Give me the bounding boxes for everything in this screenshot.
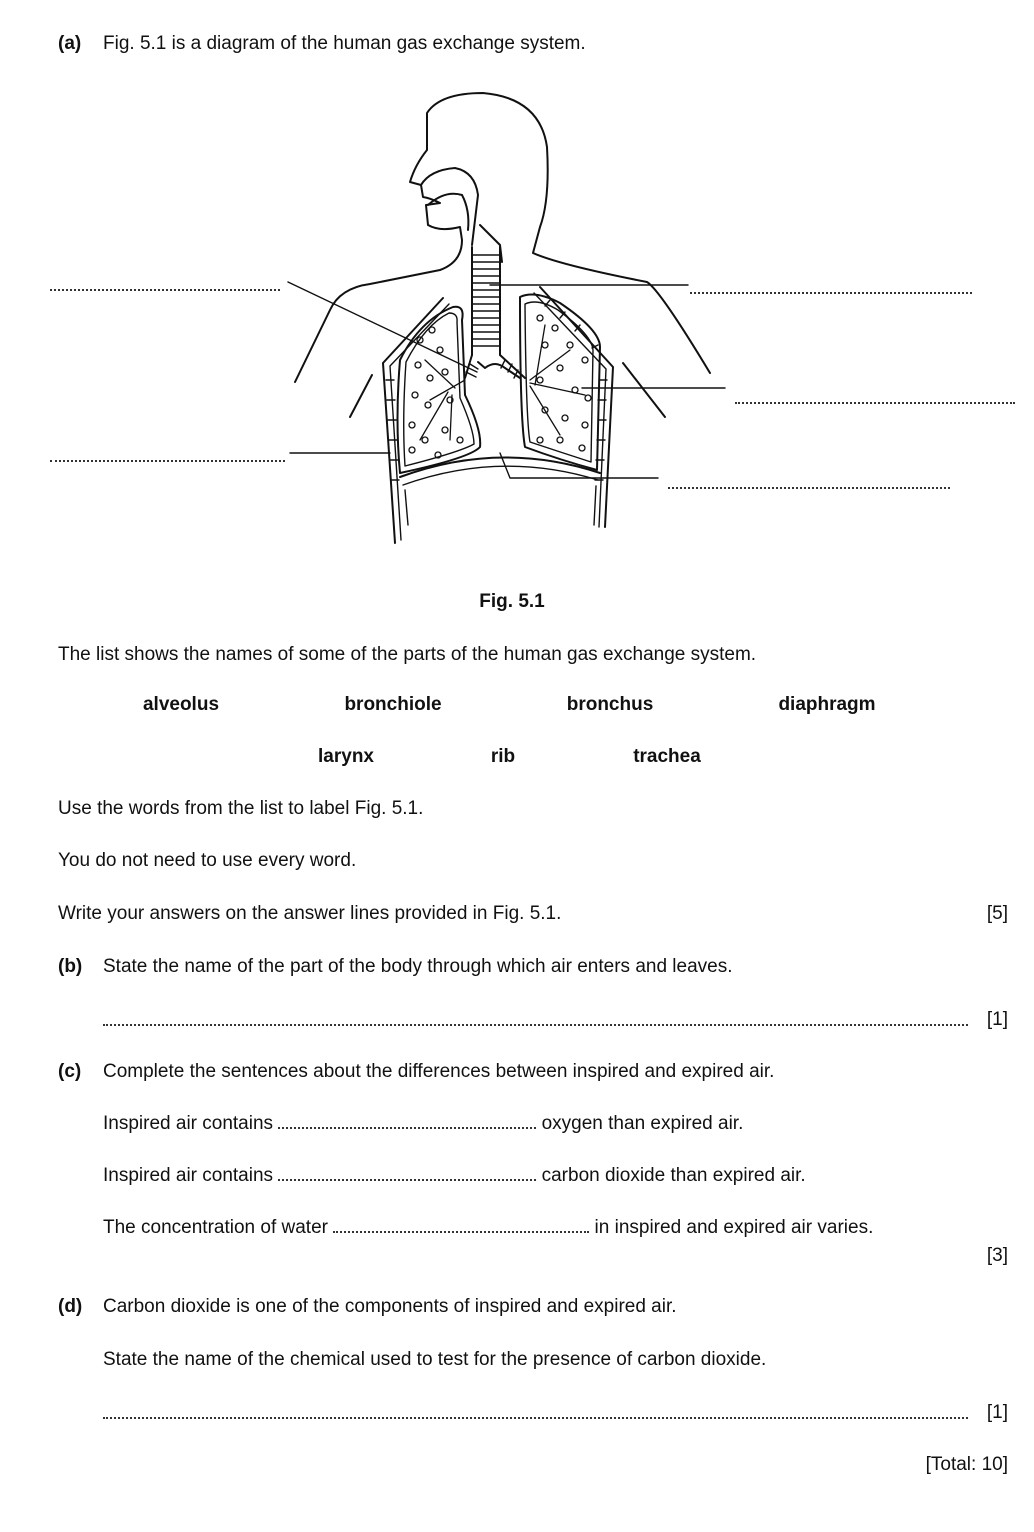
part-b-answer-line[interactable] <box>103 1024 968 1026</box>
word-larynx: larynx <box>318 746 374 767</box>
word-trachea: trachea <box>633 746 701 767</box>
part-c-marks: [3] <box>986 1245 1008 1266</box>
list-intro: The list shows the names of some of the parts of the human gas exchange system. <box>58 644 757 665</box>
word-alveolus: alveolus <box>142 694 220 715</box>
part-d-answer-line[interactable] <box>103 1417 968 1419</box>
sentence-2-blank[interactable] <box>278 1165 536 1181</box>
part-b-question: State the name of the part of the body through which air enters and leaves. <box>103 956 733 977</box>
part-a-marks: [5] <box>986 903 1008 924</box>
sentence-2-start: Inspired air contains <box>103 1165 274 1186</box>
instruction-2: You do not need to use every word. <box>58 850 357 871</box>
sentence-3 <box>103 1217 873 1239</box>
answer-line-label-1[interactable] <box>50 289 280 291</box>
word-diaphragm: diaphragm <box>778 694 876 715</box>
part-c-question: Complete the sentences about the differences between inspired and expired air. <box>103 1061 775 1082</box>
figure-caption: Fig. 5.1 <box>479 591 545 612</box>
sentence-2 <box>103 1165 806 1187</box>
part-a-intro: Fig. 5.1 is a diagram of the human gas exchange system. <box>103 33 586 54</box>
instruction-1: Use the words from the list to label Fig. 5.1. <box>58 798 424 819</box>
sentence-1-start: Inspired air contains <box>103 1113 274 1134</box>
answer-line-label-3[interactable] <box>735 402 1015 404</box>
answer-line-label-2[interactable] <box>690 292 972 294</box>
sentence-3-end: in inspired and expired air varies. <box>594 1217 874 1238</box>
label-pointer-lines <box>288 282 725 478</box>
part-d-marks: [1] <box>986 1402 1008 1423</box>
part-d-question: State the name of the chemical used to test for the presence of carbon dioxide. <box>103 1349 767 1370</box>
part-b-label: (b) <box>58 956 83 977</box>
answer-line-label-5[interactable] <box>668 487 950 489</box>
gas-exchange-diagram <box>0 0 1034 560</box>
sentence-1-blank[interactable] <box>278 1113 536 1129</box>
instruction-3: Write your answers on the answer lines provided in Fig. 5.1. <box>58 903 562 924</box>
diaphragm <box>400 457 600 525</box>
part-a-label: (a) <box>58 33 82 54</box>
word-rib: rib <box>490 746 516 767</box>
sentence-3-blank[interactable] <box>333 1217 589 1233</box>
answer-line-label-4[interactable] <box>50 460 285 462</box>
sentence-2-end: carbon dioxide than expired air. <box>541 1165 806 1186</box>
sentence-3-start: The concentration of water <box>103 1217 328 1238</box>
body-outline <box>295 93 710 382</box>
sentence-1 <box>103 1113 743 1135</box>
part-b-marks: [1] <box>986 1009 1008 1030</box>
word-bronchiole: bronchiole <box>344 694 442 715</box>
sentence-1-end: oxygen than expired air. <box>541 1113 744 1134</box>
trachea <box>465 247 525 378</box>
part-c-label: (c) <box>58 1061 82 1082</box>
total-marks: [Total: 10] <box>925 1454 1008 1475</box>
part-d-statement: Carbon dioxide is one of the components of inspired and expired air. <box>103 1296 677 1317</box>
word-bronchus: bronchus <box>566 694 654 715</box>
part-d-label: (d) <box>58 1296 83 1317</box>
